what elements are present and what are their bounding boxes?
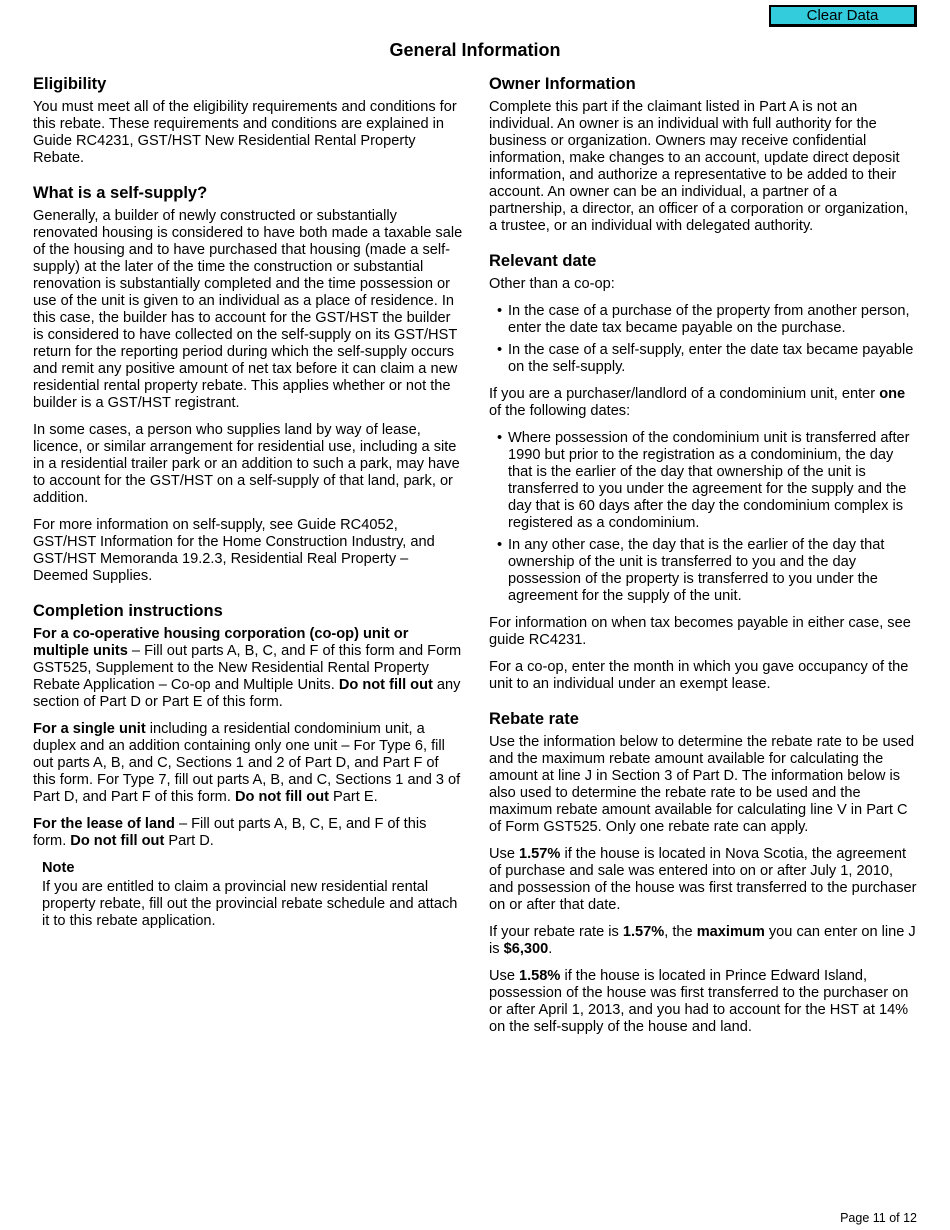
rebate-rate-section [489,709,917,1036]
eligibility-heading: Eligibility [33,75,107,93]
note-text: If you are entitled to claim a provincial new residential rental property rebate, fill out the provincial rebate schedule and attach it to this rebate application. [42,879,458,929]
relevant-date-list-2 [489,430,917,605]
lease-do-not: Do not fill out [70,833,165,849]
owner-text: Complete this part if the claimant listed in Part A is not an individual. An owner is an individual with full authority for the business or organization. Owners may receive confidential information, make changes to an account, update direct deposit information, and authorize a representative to be added to their account. An owner can be an individual, a partner of a partnership, a director, an officer of a corporation or organization, a trustee, or an individual with delegated authority. [489,99,909,234]
self-supply-paragraph-1: Generally, a builder of newly constructed or substantially renovated housing is considered to have both made a taxable sale of the housing and to have purchased that housing (made a self-supply) at the later of the time the construction or substantial renovation is substantially completed and the time possession or use of the unit is given to an individual as a place of residence. In this case, the builder has to account for the GST/HST the builder is considered to have collected on the self-supply on its GST/HST return for the reporting period during which the self-supply occurs and remit any positive amount of net tax before it can claim a new residential rental property rebate. This applies whether or not the builder is a GST/HST registrant. [33,208,463,411]
owner-heading: Owner Information [489,75,636,93]
max-text: you can enter on line J is [489,924,916,957]
coop-text-2: any section of Part D or Part E of this form. [33,677,461,710]
single-text-2: Part E. [328,789,378,805]
completion-heading: Completion instructions [33,602,223,620]
list-item: • In the case of a self-supply, enter the date tax became payable on the self-supply. [508,342,917,376]
clear-data-button[interactable]: Clear Data [769,5,917,27]
coop-instructions [33,626,463,711]
coop-bold: For a co-operative housing corporation (co-op) unit or multiple units [33,626,409,659]
ns-pre: Use [489,846,520,862]
single-do-not: Do not fill out [234,789,329,805]
eligibility-section [33,74,463,167]
single-unit-instructions [33,721,463,806]
maximum-amount [489,924,917,958]
rebate-rate-intro: Use the information below to determine the rebate rate to be used and the maximum rebate amount available for calculating the amount at line J in Section 3 of Part D. The information below is also used to determine the rebate rate to be used and the maximum rebate amount available for calculating line V in Part C of Form GST525. Only one rebate rate can apply. [489,734,915,835]
pei-text: if the house is located in Prince Edward Island, possession of the house was first transferred to the purchaser on or after April 1, 2013, and you had to account for the HST at 14% on the self-supply of the house and land. [489,968,909,1035]
relevant-date-heading: Relevant date [489,252,597,270]
max-pre: If your rebate rate is [489,924,623,940]
list-item: • Where possession of the condominium unit is transferred after 1990 but prior to the registration as a condominium, the day that is the earlier of the day that ownership of the unit is transferred to you under the agreement for the supply and the day that is 60 days after the day the condominium complex is registered as a condominium. [508,430,917,532]
owner-section [489,74,917,235]
list-item: • In any other case, the day that is the earlier of the day that ownership of the unit is transferred to you and the day possession of the property is transferred to you under the agreement for the supply of the unit. [508,537,917,605]
self-supply-heading: What is a self-supply? [33,184,208,202]
condo-text-1: If you are a purchaser/landlord of a condominium unit, enter [489,386,880,402]
lease-text-2: Part D. [164,833,214,849]
page-title: General Information [389,40,561,60]
page-number: Page 11 of 12 [840,1211,917,1225]
relevant-date-section [489,251,917,693]
self-supply-paragraph-3: For more information on self-supply, see Guide RC4052, GST/HST Information for the Home Construction Industry, and GST/HST Memoranda 19.2.3, Residential Real Property – Deemed Supplies. [33,517,435,584]
right-column [489,74,917,1052]
pei-rate [489,968,917,1036]
lease-bold: For the lease of land [33,816,175,832]
relevant-date-list-1 [489,303,917,376]
condo-bold: one [879,386,906,402]
lease-text: – Fill out parts A, B, C, E, and F of this form. [33,816,427,849]
rebate-rate-heading: Rebate rate [489,710,579,728]
condo-text-2: of the following dates: [489,403,631,419]
condo-intro [489,386,917,420]
note-box [42,860,463,930]
self-supply-section [33,183,463,585]
ns-text: if the house is located in Nova Scotia, the agreement of purchase and sale was entered into on or after July 1, 2010, and possession of the house was first transferred to the purchaser on or after that date. [489,846,917,913]
note-heading: Note [42,860,75,876]
coop-occupancy-info: For a co-op, enter the month in which you gave occupancy of the unit to an individual under an exempt lease. [489,659,909,692]
max-mid: , the [664,924,697,940]
coop-text: – Fill out parts A, B, C, and F of this form and Form GST525, Supplement to the New Residential Rental Property Rebate Application – Co-op and Multiple Units. [33,643,462,693]
max-end: . [548,941,553,957]
self-supply-paragraph-2: In some cases, a person who supplies land by way of lease, licence, or similar arrangement for residential use, including a site in a residential trailer park or an addition to such a park, may have to account for the GST/HST on a self-supply of that land, park, or addition. [33,422,460,506]
max-amount: $6,300 [503,941,549,957]
list-item: • In the case of a purchase of the property from another person, enter the date tax became payable on the purchase. [508,303,917,337]
max-bold: maximum [696,924,765,940]
nova-scotia-rate [489,846,917,914]
single-text: including a residential condominium unit, a duplex and an addition containing only one unit – For Type 6, fill out parts A, B, and C, Sections 1 and 2 of Part D, and Part F of this form. For Type 7, fill out parts A, B, and C, Sections 1 and 3 of Part D, and Part F of this form. [33,721,461,805]
max-rate: 1.57% [622,924,665,940]
eligibility-text: You must meet all of the eligibility requirements and conditions for this rebate. These requirements and conditions are explained in Guide RC4231, GST/HST New Residential Rental Property Rebate. [33,99,457,166]
ns-rate: 1.57% [519,846,561,862]
pei-rate-value: 1.58% [519,968,561,984]
coop-do-not: Do not fill out [338,677,433,693]
completion-section [33,601,463,930]
single-bold: For a single unit [33,721,146,737]
pei-pre: Use [489,968,520,984]
relevant-date-intro: Other than a co-op: [489,276,615,292]
left-column [33,74,463,946]
lease-instructions [33,816,463,850]
tax-payable-info: For information on when tax becomes payable in either case, see guide RC4231. [489,615,911,648]
